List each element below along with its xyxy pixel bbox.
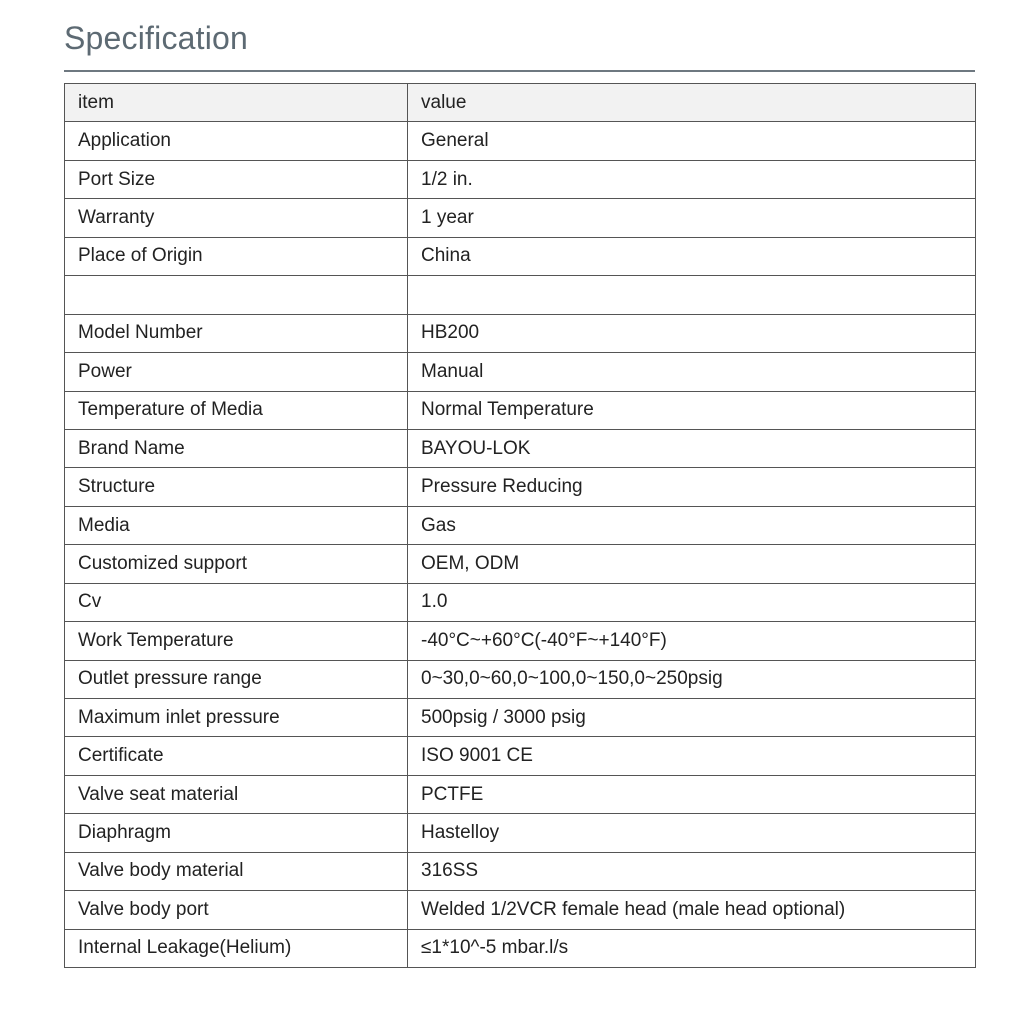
table-row	[65, 391, 976, 429]
item-cell: Model Number	[65, 314, 408, 352]
value-cell: ≤1*10^-5 mbar.l/s	[408, 929, 976, 967]
item-cell: Diaphragm	[65, 814, 408, 852]
table-header-row	[65, 84, 976, 122]
table-row	[65, 468, 976, 506]
value-cell: Gas	[408, 506, 976, 544]
table-row	[65, 237, 976, 275]
table-row	[65, 160, 976, 198]
table-row	[65, 506, 976, 544]
table-row	[65, 929, 976, 967]
item-cell: Valve body port	[65, 891, 408, 929]
item-cell: Cv	[65, 583, 408, 621]
value-cell: OEM, ODM	[408, 545, 976, 583]
value-cell	[408, 276, 976, 314]
table-row	[65, 276, 976, 314]
value-cell: Manual	[408, 353, 976, 391]
value-cell: HB200	[408, 314, 976, 352]
item-cell: Work Temperature	[65, 622, 408, 660]
item-cell: Structure	[65, 468, 408, 506]
value-cell: Hastelloy	[408, 814, 976, 852]
table-row	[65, 622, 976, 660]
table-row	[65, 699, 976, 737]
value-cell: 500psig / 3000 psig	[408, 699, 976, 737]
item-cell: Brand Name	[65, 429, 408, 467]
value-cell: 1/2 in.	[408, 160, 976, 198]
item-cell: Valve body material	[65, 852, 408, 890]
item-cell: Warranty	[65, 199, 408, 237]
item-cell: Temperature of Media	[65, 391, 408, 429]
value-cell: 1 year	[408, 199, 976, 237]
table-row	[65, 199, 976, 237]
item-cell: Media	[65, 506, 408, 544]
table-row	[65, 852, 976, 890]
table-row	[65, 122, 976, 160]
value-cell: ISO 9001 CE	[408, 737, 976, 775]
specification-table	[64, 83, 976, 968]
item-cell: Internal Leakage(Helium)	[65, 929, 408, 967]
value-cell: China	[408, 237, 976, 275]
value-cell: Pressure Reducing	[408, 468, 976, 506]
value-cell: Welded 1/2VCR female head (male head optional)	[408, 891, 976, 929]
table-row	[65, 660, 976, 698]
table-row	[65, 583, 976, 621]
item-cell: Application	[65, 122, 408, 160]
value-cell: 0~30,0~60,0~100,0~150,0~250psig	[408, 660, 976, 698]
value-cell: 1.0	[408, 583, 976, 621]
table-row	[65, 737, 976, 775]
item-cell: Port Size	[65, 160, 408, 198]
item-cell: Customized support	[65, 545, 408, 583]
table-row	[65, 429, 976, 467]
value-cell: 316SS	[408, 852, 976, 890]
item-cell: Valve seat material	[65, 775, 408, 813]
item-cell: Outlet pressure range	[65, 660, 408, 698]
title-divider	[64, 70, 975, 72]
page-title: Specification	[64, 20, 249, 56]
table-body	[65, 122, 976, 968]
column-header-value: value	[408, 84, 976, 122]
item-cell: Power	[65, 353, 408, 391]
item-cell	[65, 276, 408, 314]
value-cell: PCTFE	[408, 775, 976, 813]
column-header-item: item	[65, 84, 408, 122]
table-row	[65, 814, 976, 852]
value-cell: Normal Temperature	[408, 391, 976, 429]
table-row	[65, 314, 976, 352]
table-row	[65, 891, 976, 929]
item-cell: Maximum inlet pressure	[65, 699, 408, 737]
table-row	[65, 545, 976, 583]
item-cell: Certificate	[65, 737, 408, 775]
item-cell: Place of Origin	[65, 237, 408, 275]
table-row	[65, 775, 976, 813]
value-cell: -40°C~+60°C(-40°F~+140°F)	[408, 622, 976, 660]
value-cell: General	[408, 122, 976, 160]
table-row	[65, 353, 976, 391]
value-cell: BAYOU-LOK	[408, 429, 976, 467]
